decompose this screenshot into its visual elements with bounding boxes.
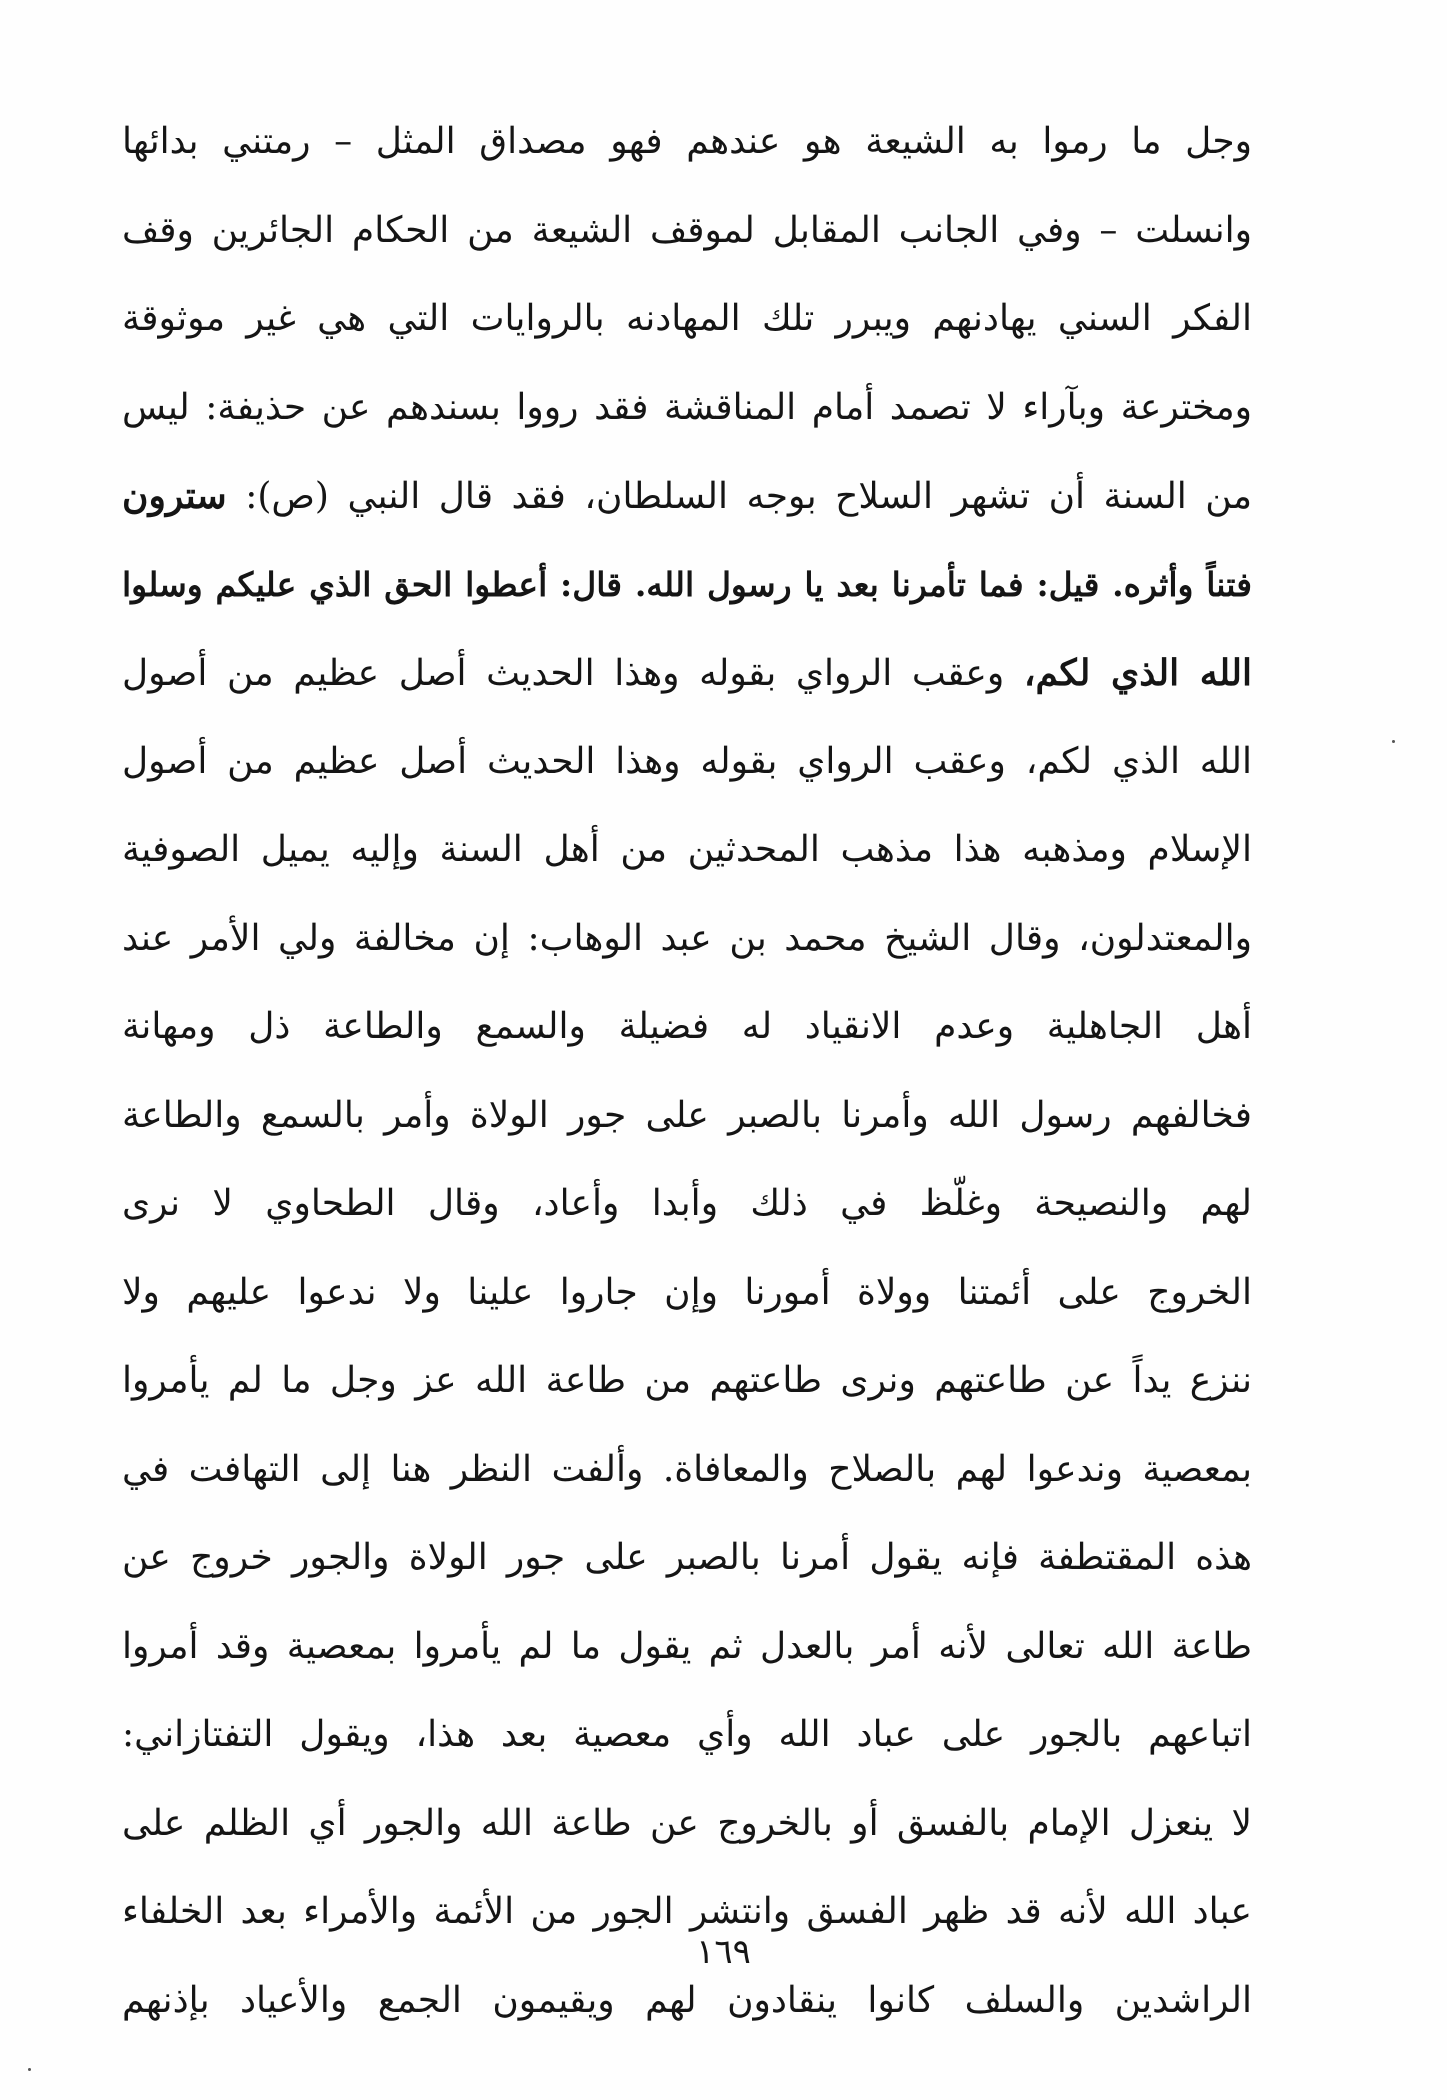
text-line-12 xyxy=(122,1072,1252,1161)
text-line-7 xyxy=(122,629,1252,718)
text-line-20 xyxy=(122,1780,1252,1869)
line-6-bold-text: فتناً وأثره. قيل: فما تأمرنا بعد يا رسول الله. قال: أعطوا الحق الذي عليكم وسلوا xyxy=(122,564,1252,604)
text-line-14 xyxy=(122,1249,1252,1338)
line-12-text: فخالفهم رسول الله وأمرنا بالصبر على جور الولاة وأمر بالسمع والطاعة xyxy=(122,1094,1252,1136)
scan-speck xyxy=(28,2068,31,2071)
line-1-text: وجل ما رموا به الشيعة هو عندهم فهو مصداق المثل – رمتني بدائها xyxy=(122,121,1252,162)
text-line-10 xyxy=(122,895,1252,984)
line-5-bold-text: سترون xyxy=(122,475,227,517)
text-line-6 xyxy=(122,541,1252,630)
text-line-9 xyxy=(122,806,1252,895)
text-line-16 xyxy=(122,1426,1252,1515)
line-10-text: والمعتدلون، وقال الشيخ محمد بن عبد الوهاب: إن مخالفة ولي الأمر عند xyxy=(122,917,1252,959)
line-7-text: وعقب الرواي بقوله وهذا الحديث أصل عظيم من أصول xyxy=(122,653,1024,694)
text-line-19 xyxy=(122,1691,1252,1780)
line-7-bold-text: الله الذي لكم، xyxy=(1023,652,1252,694)
line-3-text: الفكر السني يهادنهم ويبرر تلك المهادنه بالروايات التي هي غير موثوقة xyxy=(122,298,1252,339)
line-13-text: لهم والنصيحة وغلّظ في ذلك وأبدا وأعاد، وقال الطحاوي لا نرى xyxy=(122,1183,1252,1224)
line-11-text: أهل الجاهلية وعدم الانقياد له فضيلة والسمع والطاعة ذل ومهانة xyxy=(122,1006,1252,1047)
line-22-text: الراشدين والسلف كانوا ينقادون لهم ويقيمون الجمع والأعياد بإذنهم xyxy=(122,1979,1252,2021)
line-20-text: لا ينعزل الإمام بالفسق أو بالخروج عن طاعة الله والجور أي الظلم على xyxy=(122,1802,1252,1844)
line-18-text: طاعة الله تعالى لأنه أمر بالعدل ثم يقول ما لم يأمروا بمعصية وقد أمروا xyxy=(122,1625,1252,1667)
line-17-text: هذه المقتطفة فإنه يقول أمرنا بالصبر على جور الولاة والجور خروج عن xyxy=(122,1537,1252,1578)
line-19-text: اتباعهم بالجور على عباد الله وأي معصية بعد هذا، ويقول التفتازاني: xyxy=(122,1714,1252,1755)
line-15-text: ننزع يداً عن طاعتهم ونرى طاعتهم من طاعة الله عز وجل ما لم يأمروا xyxy=(122,1360,1252,1401)
line-21-text: عباد الله لأنه قد ظهر الفسق وانتشر الجور من الأئمة والأمراء بعد الخلفاء xyxy=(122,1891,1252,1932)
line-9-text: الإسلام ومذهبه هذا مذهب المحدثين من أهل السنة وإليه يميل الصوفية xyxy=(122,829,1252,870)
line-14-text: الخروج على أئمتنا وولاة أمورنا وإن جاروا علينا ولا ندعوا عليهم ولا xyxy=(122,1271,1252,1313)
text-line-2 xyxy=(122,187,1252,276)
text-line-5 xyxy=(122,452,1252,541)
line-16-text: بمعصية وندعوا لهم بالصلاح والمعافاة. وألفت النظر هنا إلى التهافت في xyxy=(122,1448,1252,1490)
text-line-13 xyxy=(122,1160,1252,1249)
text-line-17 xyxy=(122,1514,1252,1603)
line-8-text: الله الذي لكم، وعقب الرواي بقوله وهذا الحديث أصل عظيم من أصول xyxy=(122,740,1252,782)
line-2-text: وانسلت – وفي الجانب المقابل لموقف الشيعة من الحكام الجائرين وقف xyxy=(122,209,1252,251)
text-line-3 xyxy=(122,275,1252,364)
line-4-text: ومخترعة وبآراء لا تصمد أمام المناقشة فقد رووا بسندهم عن حذيفة: ليس xyxy=(122,386,1252,428)
text-line-1 xyxy=(122,98,1252,187)
text-line-18 xyxy=(122,1603,1252,1692)
text-line-4 xyxy=(122,364,1252,453)
text-line-11 xyxy=(122,983,1252,1072)
body-text xyxy=(122,98,1252,2045)
text-line-15 xyxy=(122,1337,1252,1426)
line-5-text: من السنة أن تشهر السلاح بوجه السلطان، فقد قال النبي (ص): xyxy=(226,476,1252,517)
page-number: ١٦٩ xyxy=(696,1932,751,1972)
text-line-8 xyxy=(122,718,1252,807)
scan-speck xyxy=(1392,740,1395,743)
